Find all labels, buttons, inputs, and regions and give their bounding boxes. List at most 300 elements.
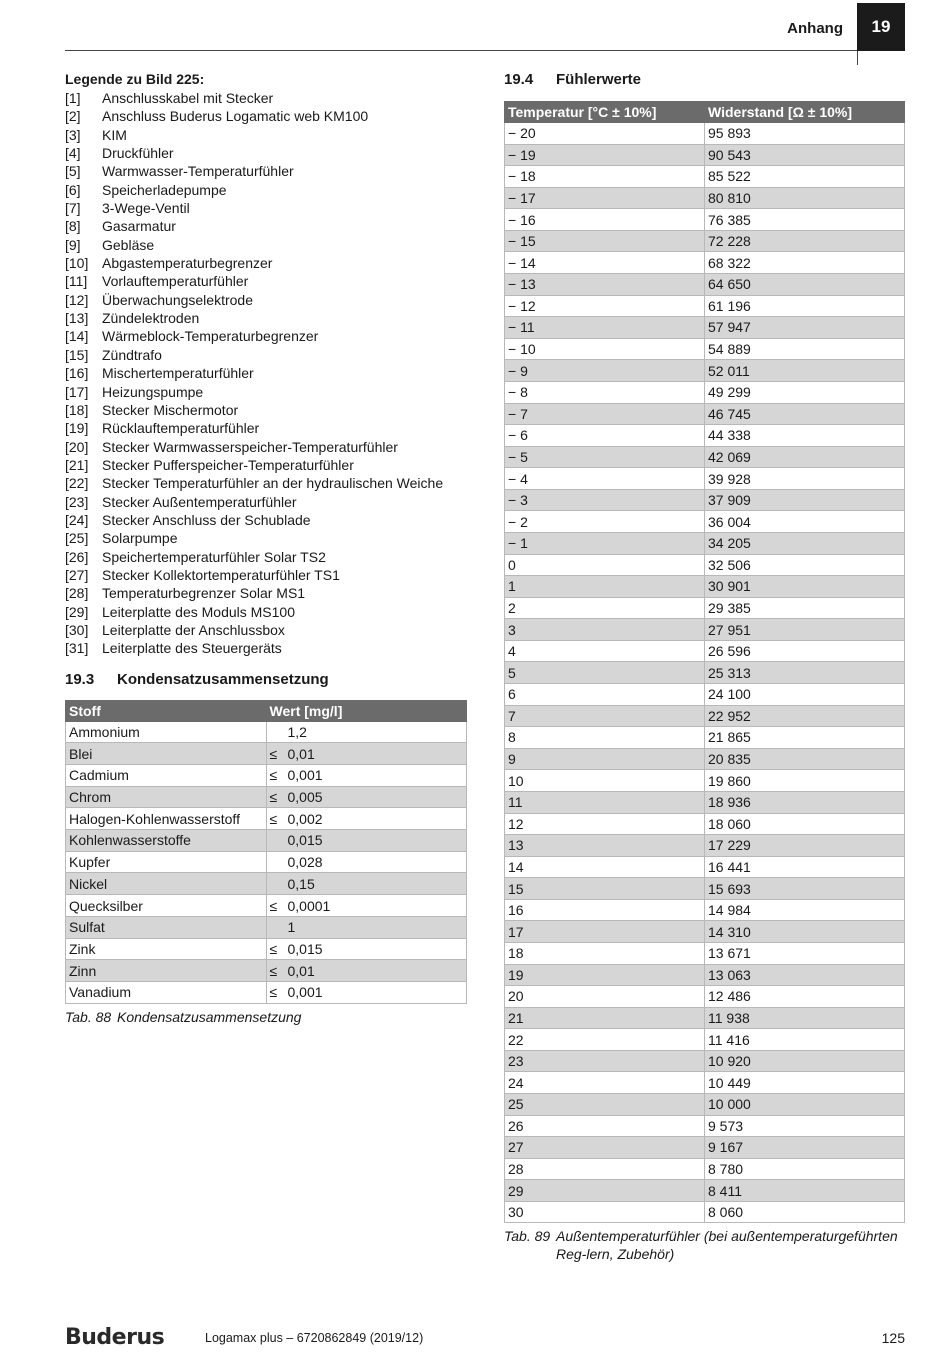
legend-number: [6] xyxy=(65,181,81,198)
legend-text: Anschluss Buderus Logamatic web KM100 xyxy=(102,108,369,125)
temperatur-cell: 9 xyxy=(505,748,705,770)
legend-item xyxy=(65,456,467,474)
less-equal-sign: ≤ xyxy=(269,745,278,762)
legend-number: [24] xyxy=(65,511,89,528)
column-header-stoff: Stoff xyxy=(66,700,267,721)
legend-text: Stecker Kollektortemperaturfühler TS1 xyxy=(102,566,340,583)
legend-item xyxy=(65,419,467,437)
table-row xyxy=(505,1007,905,1029)
table-row xyxy=(66,981,467,1003)
table-row xyxy=(505,403,905,425)
table-row xyxy=(66,743,467,765)
legend-number: [16] xyxy=(65,365,89,382)
legend-item xyxy=(65,199,467,217)
legend-text: Leiterplatte des Steuergeräts xyxy=(102,640,282,657)
table-row xyxy=(505,986,905,1008)
legend-item xyxy=(65,511,467,529)
temperatur-cell: 3 xyxy=(505,619,705,641)
legend-number: [27] xyxy=(65,566,89,583)
wert-cell xyxy=(266,830,467,852)
legend-number: [31] xyxy=(65,640,89,657)
wert-cell xyxy=(266,786,467,808)
table-row xyxy=(505,1201,905,1223)
stoff-cell: Halogen-Kohlenwasserstoff xyxy=(66,808,267,830)
chapter-tick xyxy=(857,51,858,65)
legend-list xyxy=(65,89,467,658)
legend-item xyxy=(65,621,467,639)
table-row xyxy=(505,425,905,447)
legend-item xyxy=(65,584,467,602)
legend-item xyxy=(65,474,467,492)
legend-text: Druckfühler xyxy=(102,145,174,162)
temperatur-cell: 11 xyxy=(505,791,705,813)
table-row xyxy=(505,942,905,964)
section-heading-kondensat xyxy=(65,670,467,690)
wert-cell xyxy=(266,895,467,917)
table-row xyxy=(505,835,905,857)
table-row xyxy=(66,721,467,743)
widerstand-cell: 64 650 xyxy=(705,274,905,296)
temperatur-cell: 14 xyxy=(505,856,705,878)
table-row xyxy=(505,899,905,921)
table-row xyxy=(66,873,467,895)
less-equal-sign: ≤ xyxy=(269,897,278,914)
stoff-cell: Cadmium xyxy=(66,765,267,787)
widerstand-cell: 52 011 xyxy=(705,360,905,382)
legend-number: [14] xyxy=(65,328,89,345)
widerstand-cell: 16 441 xyxy=(705,856,905,878)
stoff-cell: Kupfer xyxy=(66,851,267,873)
legend-number: [2] xyxy=(65,108,81,125)
wert-cell xyxy=(266,916,467,938)
stoff-cell: Kohlenwasserstoffe xyxy=(66,830,267,852)
widerstand-cell: 22 952 xyxy=(705,705,905,727)
legend-item xyxy=(65,364,467,382)
legend-item xyxy=(65,383,467,401)
legend-text: Warmwasser-Temperaturfühler xyxy=(102,163,294,180)
wert-cell xyxy=(266,981,467,1003)
widerstand-cell: 24 100 xyxy=(705,684,905,706)
table-row xyxy=(505,1137,905,1159)
temperatur-cell: 27 xyxy=(505,1137,705,1159)
widerstand-cell: 29 385 xyxy=(705,597,905,619)
legend-text: Gasarmatur xyxy=(102,218,176,235)
legend-text: Solarpumpe xyxy=(102,530,178,547)
wert-value: 0,001 xyxy=(287,767,323,784)
temperatur-cell: − 16 xyxy=(505,209,705,231)
legend-item xyxy=(65,126,467,144)
legend-text: Vorlauftemperaturfühler xyxy=(102,273,249,290)
temperatur-cell: 15 xyxy=(505,878,705,900)
temperatur-cell: 30 xyxy=(505,1201,705,1223)
widerstand-cell: 44 338 xyxy=(705,425,905,447)
table-row xyxy=(505,468,905,490)
legend-item xyxy=(65,217,467,235)
table-row xyxy=(66,916,467,938)
widerstand-cell: 10 449 xyxy=(705,1072,905,1094)
table-caption-88 xyxy=(65,1008,467,1026)
widerstand-cell: 14 984 xyxy=(705,899,905,921)
legend-text: Leiterplatte der Anschlussbox xyxy=(102,621,285,638)
temperatur-cell: − 20 xyxy=(505,123,705,145)
widerstand-cell: 18 060 xyxy=(705,813,905,835)
temperatur-cell: 28 xyxy=(505,1158,705,1180)
legend-text: Stecker Temperaturfühler an der hydraulischen Weiche xyxy=(102,475,444,492)
widerstand-cell: 8 411 xyxy=(705,1180,905,1202)
table-row xyxy=(505,813,905,835)
table-row xyxy=(505,619,905,641)
legend-text: Wärmeblock-Temperaturbegrenzer xyxy=(102,328,319,345)
temperatur-cell: 24 xyxy=(505,1072,705,1094)
legend-item xyxy=(65,107,467,125)
table-row xyxy=(66,851,467,873)
temperatur-cell: 18 xyxy=(505,942,705,964)
wert-cell xyxy=(266,873,467,895)
table-row xyxy=(505,187,905,209)
left-column xyxy=(65,70,467,1026)
widerstand-cell: 18 936 xyxy=(705,791,905,813)
widerstand-cell: 20 835 xyxy=(705,748,905,770)
temperatur-cell: 13 xyxy=(505,835,705,857)
stoff-cell: Ammonium xyxy=(66,721,267,743)
widerstand-cell: 34 205 xyxy=(705,532,905,554)
legend-number: [7] xyxy=(65,200,81,217)
wert-value: 0,01 xyxy=(287,962,315,979)
table-row xyxy=(505,123,905,145)
temperatur-cell: 2 xyxy=(505,597,705,619)
temperatur-cell: − 18 xyxy=(505,166,705,188)
temperatur-cell: − 15 xyxy=(505,230,705,252)
kondensat-table xyxy=(65,700,467,1004)
widerstand-cell: 12 486 xyxy=(705,986,905,1008)
legend-text: Leiterplatte des Moduls MS100 xyxy=(102,603,295,620)
temperatur-cell: − 2 xyxy=(505,511,705,533)
legend-text: Heizungspumpe xyxy=(102,383,204,400)
temperatur-cell: 26 xyxy=(505,1115,705,1137)
widerstand-cell: 90 543 xyxy=(705,144,905,166)
table-header-row xyxy=(505,102,905,123)
widerstand-cell: 95 893 xyxy=(705,123,905,145)
table-row xyxy=(505,576,905,598)
temperatur-cell: − 7 xyxy=(505,403,705,425)
wert-value: 0,028 xyxy=(287,854,323,871)
table-row xyxy=(505,446,905,468)
legend-text: Temperaturbegrenzer Solar MS1 xyxy=(102,585,306,602)
legend-item xyxy=(65,254,467,272)
temperatur-cell: 25 xyxy=(505,1094,705,1116)
table-row xyxy=(505,1158,905,1180)
widerstand-cell: 25 313 xyxy=(705,662,905,684)
buderus-logo: Buderus xyxy=(65,1325,165,1350)
legend-number: [25] xyxy=(65,530,89,547)
widerstand-cell: 13 671 xyxy=(705,942,905,964)
temperatur-cell: − 9 xyxy=(505,360,705,382)
table-row xyxy=(505,856,905,878)
widerstand-cell: 19 860 xyxy=(705,770,905,792)
temperatur-cell: 23 xyxy=(505,1050,705,1072)
wert-cell xyxy=(266,743,467,765)
table-caption-89 xyxy=(504,1227,905,1263)
less-equal-sign: ≤ xyxy=(269,810,278,827)
widerstand-cell: 39 928 xyxy=(705,468,905,490)
legend-item xyxy=(65,162,467,180)
header-rule xyxy=(65,50,905,51)
legend-text: Mischertemperaturfühler xyxy=(102,365,254,382)
table-row xyxy=(505,295,905,317)
temperatur-cell: 17 xyxy=(505,921,705,943)
table-row xyxy=(505,554,905,576)
legend-number: [15] xyxy=(65,346,89,363)
legend-item xyxy=(65,144,467,162)
legend-text: Abgastemperaturbegrenzer xyxy=(102,255,273,272)
stoff-cell: Sulfat xyxy=(66,916,267,938)
caption-text: Kondensatzusammensetzung xyxy=(117,1008,302,1025)
table-row xyxy=(505,511,905,533)
legend-number: [21] xyxy=(65,456,89,473)
legend-number: [13] xyxy=(65,310,89,327)
section-number: 19.4 xyxy=(504,71,534,88)
stoff-cell: Blei xyxy=(66,743,267,765)
table-row xyxy=(505,791,905,813)
stoff-cell: Vanadium xyxy=(66,981,267,1003)
temperatur-cell: 10 xyxy=(505,770,705,792)
widerstand-cell: 9 573 xyxy=(705,1115,905,1137)
section-heading-fuehler xyxy=(504,70,905,90)
stoff-cell: Zinn xyxy=(66,960,267,982)
widerstand-cell: 76 385 xyxy=(705,209,905,231)
widerstand-cell: 72 228 xyxy=(705,230,905,252)
legend-number: [10] xyxy=(65,255,89,272)
legend-item xyxy=(65,181,467,199)
widerstand-cell: 10 920 xyxy=(705,1050,905,1072)
temperatur-cell: − 3 xyxy=(505,489,705,511)
table-row xyxy=(505,705,905,727)
stoff-cell: Quecksilber xyxy=(66,895,267,917)
wert-value: 0,002 xyxy=(287,810,323,827)
table-row xyxy=(66,765,467,787)
table-row xyxy=(66,960,467,982)
temperatur-cell: 8 xyxy=(505,727,705,749)
table-row xyxy=(505,964,905,986)
legend-item xyxy=(65,438,467,456)
legend-text: Zündelektroden xyxy=(102,310,200,327)
legend-text: Stecker Warmwasserspeicher-Temperaturfühler xyxy=(102,438,398,455)
widerstand-cell: 8 780 xyxy=(705,1158,905,1180)
legend-item xyxy=(65,236,467,254)
temperatur-cell: − 11 xyxy=(505,317,705,339)
stoff-cell: Chrom xyxy=(66,786,267,808)
legend-number: [4] xyxy=(65,145,81,162)
legend-number: [12] xyxy=(65,291,89,308)
table-row xyxy=(505,252,905,274)
legend-number: [11] xyxy=(65,273,88,290)
legend-item xyxy=(65,548,467,566)
table-row xyxy=(505,1115,905,1137)
legend-text: Anschlusskabel mit Stecker xyxy=(102,90,274,106)
legend-item xyxy=(65,493,467,511)
table-row xyxy=(66,938,467,960)
widerstand-cell: 8 060 xyxy=(705,1201,905,1223)
widerstand-cell: 26 596 xyxy=(705,640,905,662)
table-row xyxy=(505,1094,905,1116)
wert-value: 1,2 xyxy=(287,724,307,740)
table-row xyxy=(505,532,905,554)
legend-text: Speicherladepumpe xyxy=(102,181,227,198)
temperatur-cell: 0 xyxy=(505,554,705,576)
temperatur-cell: − 14 xyxy=(505,252,705,274)
footer-document-id: Logamax plus – 6720862849 (2019/12) xyxy=(205,1331,424,1345)
wert-cell xyxy=(266,721,467,743)
table-row xyxy=(505,684,905,706)
chapter-number-badge: 19 xyxy=(857,3,905,51)
legend-text: Überwachungselektrode xyxy=(102,291,253,308)
wert-value: 0,015 xyxy=(287,832,323,849)
wert-value: 1 xyxy=(287,919,296,936)
wert-cell xyxy=(266,851,467,873)
legend-text: Rücklauftemperaturfühler xyxy=(102,420,260,437)
widerstand-cell: 14 310 xyxy=(705,921,905,943)
table-row xyxy=(66,830,467,852)
table-row xyxy=(505,489,905,511)
wert-value: 0,015 xyxy=(287,940,323,957)
temperatur-cell: 29 xyxy=(505,1180,705,1202)
legend-number: [17] xyxy=(65,383,89,400)
section-title: Kondensatzusammensetzung xyxy=(117,670,329,688)
temperatur-cell: 19 xyxy=(505,964,705,986)
legend-item xyxy=(65,327,467,345)
widerstand-cell: 17 229 xyxy=(705,835,905,857)
legend-item xyxy=(65,346,467,364)
table-row xyxy=(505,338,905,360)
right-column xyxy=(504,70,905,1263)
legend-item xyxy=(65,401,467,419)
legend-text: Gebläse xyxy=(102,236,155,253)
wert-cell xyxy=(266,808,467,830)
table-row xyxy=(505,144,905,166)
temperatur-cell: 6 xyxy=(505,684,705,706)
widerstand-cell: 57 947 xyxy=(705,317,905,339)
section-number: 19.3 xyxy=(65,670,95,688)
table-row xyxy=(505,360,905,382)
stoff-cell: Zink xyxy=(66,938,267,960)
temperatur-cell: − 13 xyxy=(505,274,705,296)
temperatur-cell: − 6 xyxy=(505,425,705,447)
legend-number: [3] xyxy=(65,126,81,143)
legend-item xyxy=(65,309,467,327)
legend-number: [1] xyxy=(65,90,81,106)
temperatur-cell: 21 xyxy=(505,1007,705,1029)
table-row xyxy=(505,166,905,188)
widerstand-cell: 37 909 xyxy=(705,489,905,511)
temperatur-cell: 20 xyxy=(505,986,705,1008)
temperatur-cell: 5 xyxy=(505,662,705,684)
table-row xyxy=(505,748,905,770)
table-row xyxy=(66,808,467,830)
legend-number: [5] xyxy=(65,163,81,180)
widerstand-cell: 15 693 xyxy=(705,878,905,900)
table-row xyxy=(505,1072,905,1094)
legend-number: [28] xyxy=(65,585,89,602)
temperatur-cell: − 10 xyxy=(505,338,705,360)
widerstand-cell: 80 810 xyxy=(705,187,905,209)
less-equal-sign: ≤ xyxy=(269,789,278,806)
widerstand-cell: 46 745 xyxy=(705,403,905,425)
wert-cell xyxy=(266,938,467,960)
caption-label: Tab. 89 xyxy=(504,1228,551,1245)
legend-text: Zündtrafo xyxy=(102,346,162,363)
table-row xyxy=(505,640,905,662)
wert-value: 0,15 xyxy=(287,875,315,892)
legend-text: Stecker Außentemperaturfühler xyxy=(102,493,297,510)
temperatur-cell: 1 xyxy=(505,576,705,598)
table-row xyxy=(505,317,905,339)
caption-text: Außentemperaturfühler (bei außentemperaturgeführten Reg-lern, Zubehör) xyxy=(556,1228,898,1263)
widerstand-cell: 32 506 xyxy=(705,554,905,576)
table-row xyxy=(66,786,467,808)
widerstand-cell: 68 322 xyxy=(705,252,905,274)
widerstand-cell: 61 196 xyxy=(705,295,905,317)
legend-number: [19] xyxy=(65,420,89,437)
legend-number: [30] xyxy=(65,621,89,638)
legend-text: Stecker Anschluss der Schublade xyxy=(102,511,311,528)
table-row xyxy=(505,770,905,792)
widerstand-cell: 9 167 xyxy=(705,1137,905,1159)
table-row xyxy=(505,274,905,296)
legend-text: Speichertemperaturfühler Solar TS2 xyxy=(102,548,326,565)
table-row xyxy=(505,727,905,749)
legend-item xyxy=(65,272,467,290)
temperatur-cell: − 17 xyxy=(505,187,705,209)
header-section-title: Anhang xyxy=(787,20,843,37)
wert-cell xyxy=(266,960,467,982)
temperatur-cell: − 8 xyxy=(505,381,705,403)
column-header-widerstand: Widerstand [Ω ± 10%] xyxy=(705,102,905,123)
widerstand-cell: 21 865 xyxy=(705,727,905,749)
wert-value: 0,01 xyxy=(287,745,315,762)
legend-number: [26] xyxy=(65,548,89,565)
wert-value: 0,0001 xyxy=(287,897,331,914)
temperatur-cell: 22 xyxy=(505,1029,705,1051)
page-number: 125 xyxy=(881,1330,905,1346)
less-equal-sign: ≤ xyxy=(269,962,278,979)
temperatur-cell: 12 xyxy=(505,813,705,835)
table-row xyxy=(505,597,905,619)
temperatur-cell: − 5 xyxy=(505,446,705,468)
legend-title: Legende zu Bild 225: xyxy=(65,71,205,87)
less-equal-sign: ≤ xyxy=(269,984,278,1001)
legend-item xyxy=(65,603,467,621)
legend-number: [20] xyxy=(65,438,89,455)
table-row xyxy=(505,1029,905,1051)
legend-item xyxy=(65,566,467,584)
widerstand-cell: 27 951 xyxy=(705,619,905,641)
fuehler-table xyxy=(504,101,905,1223)
stoff-cell: Nickel xyxy=(66,873,267,895)
wert-cell xyxy=(266,765,467,787)
temperatur-cell: − 4 xyxy=(505,468,705,490)
column-header-temperatur: Temperatur [°C ± 10%] xyxy=(505,102,705,123)
widerstand-cell: 11 416 xyxy=(705,1029,905,1051)
widerstand-cell: 49 299 xyxy=(705,381,905,403)
section-title: Fühlerwerte xyxy=(556,71,642,88)
legend-number: [29] xyxy=(65,603,89,620)
legend-text: KIM xyxy=(102,126,127,143)
legend-number: [8] xyxy=(65,218,81,235)
table-row xyxy=(505,230,905,252)
wert-value: 0,001 xyxy=(287,984,323,1001)
table-row xyxy=(505,662,905,684)
table-row xyxy=(505,878,905,900)
